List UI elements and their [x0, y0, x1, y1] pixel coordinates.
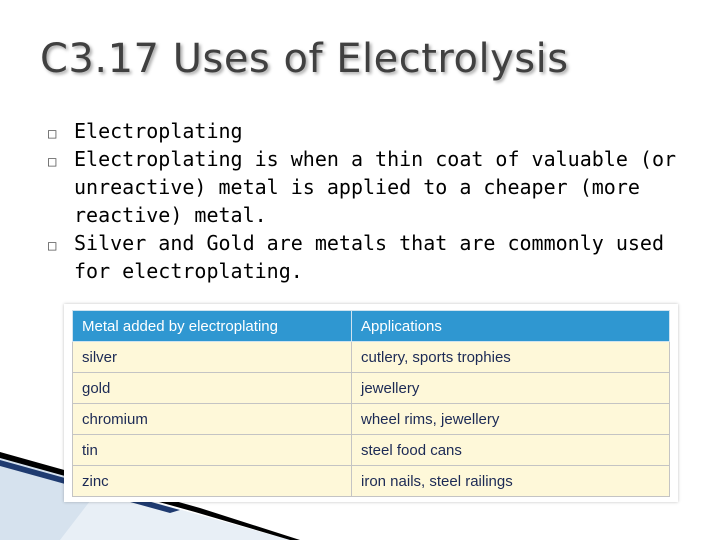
bullet-item — [44, 229, 684, 285]
table-row — [73, 373, 670, 404]
metal-cell: silver — [73, 342, 352, 373]
applications-cell: wheel rims, jewellery — [352, 404, 670, 435]
bullet-text: Electroplating is when a thin coat of valuable (or unreactive) metal is applied to a cheaper (more reactive) metal. — [74, 147, 677, 227]
bullet-item — [44, 117, 684, 145]
table-header-row — [73, 311, 670, 342]
column-header-applications: Applications — [352, 311, 670, 342]
applications-cell: cutlery, sports trophies — [352, 342, 670, 373]
table-row — [73, 342, 670, 373]
applications-cell: steel food cans — [352, 435, 670, 466]
metal-cell: gold — [73, 373, 352, 404]
metal-cell: tin — [73, 435, 352, 466]
electroplating-table-figure — [64, 304, 678, 502]
checkbox-bullet-icon: □ — [48, 154, 57, 170]
applications-cell: jewellery — [352, 373, 670, 404]
bullet-text: Silver and Gold are metals that are commonly used for electroplating. — [74, 231, 665, 283]
bullet-text: Electroplating — [74, 119, 243, 143]
electroplating-table — [72, 310, 670, 497]
metal-cell: chromium — [73, 404, 352, 435]
metal-cell: zinc — [73, 466, 352, 497]
table-row — [73, 435, 670, 466]
column-header-metal: Metal added by electroplating — [73, 311, 352, 342]
bullet-item — [44, 145, 684, 229]
table-row — [73, 404, 670, 435]
checkbox-bullet-icon: □ — [48, 238, 57, 254]
table-row — [73, 466, 670, 497]
applications-cell: iron nails, steel railings — [352, 466, 670, 497]
slide-title: C3.17 Uses of Electrolysis — [40, 36, 569, 82]
bullet-list — [44, 117, 684, 285]
checkbox-bullet-icon: □ — [48, 126, 57, 142]
